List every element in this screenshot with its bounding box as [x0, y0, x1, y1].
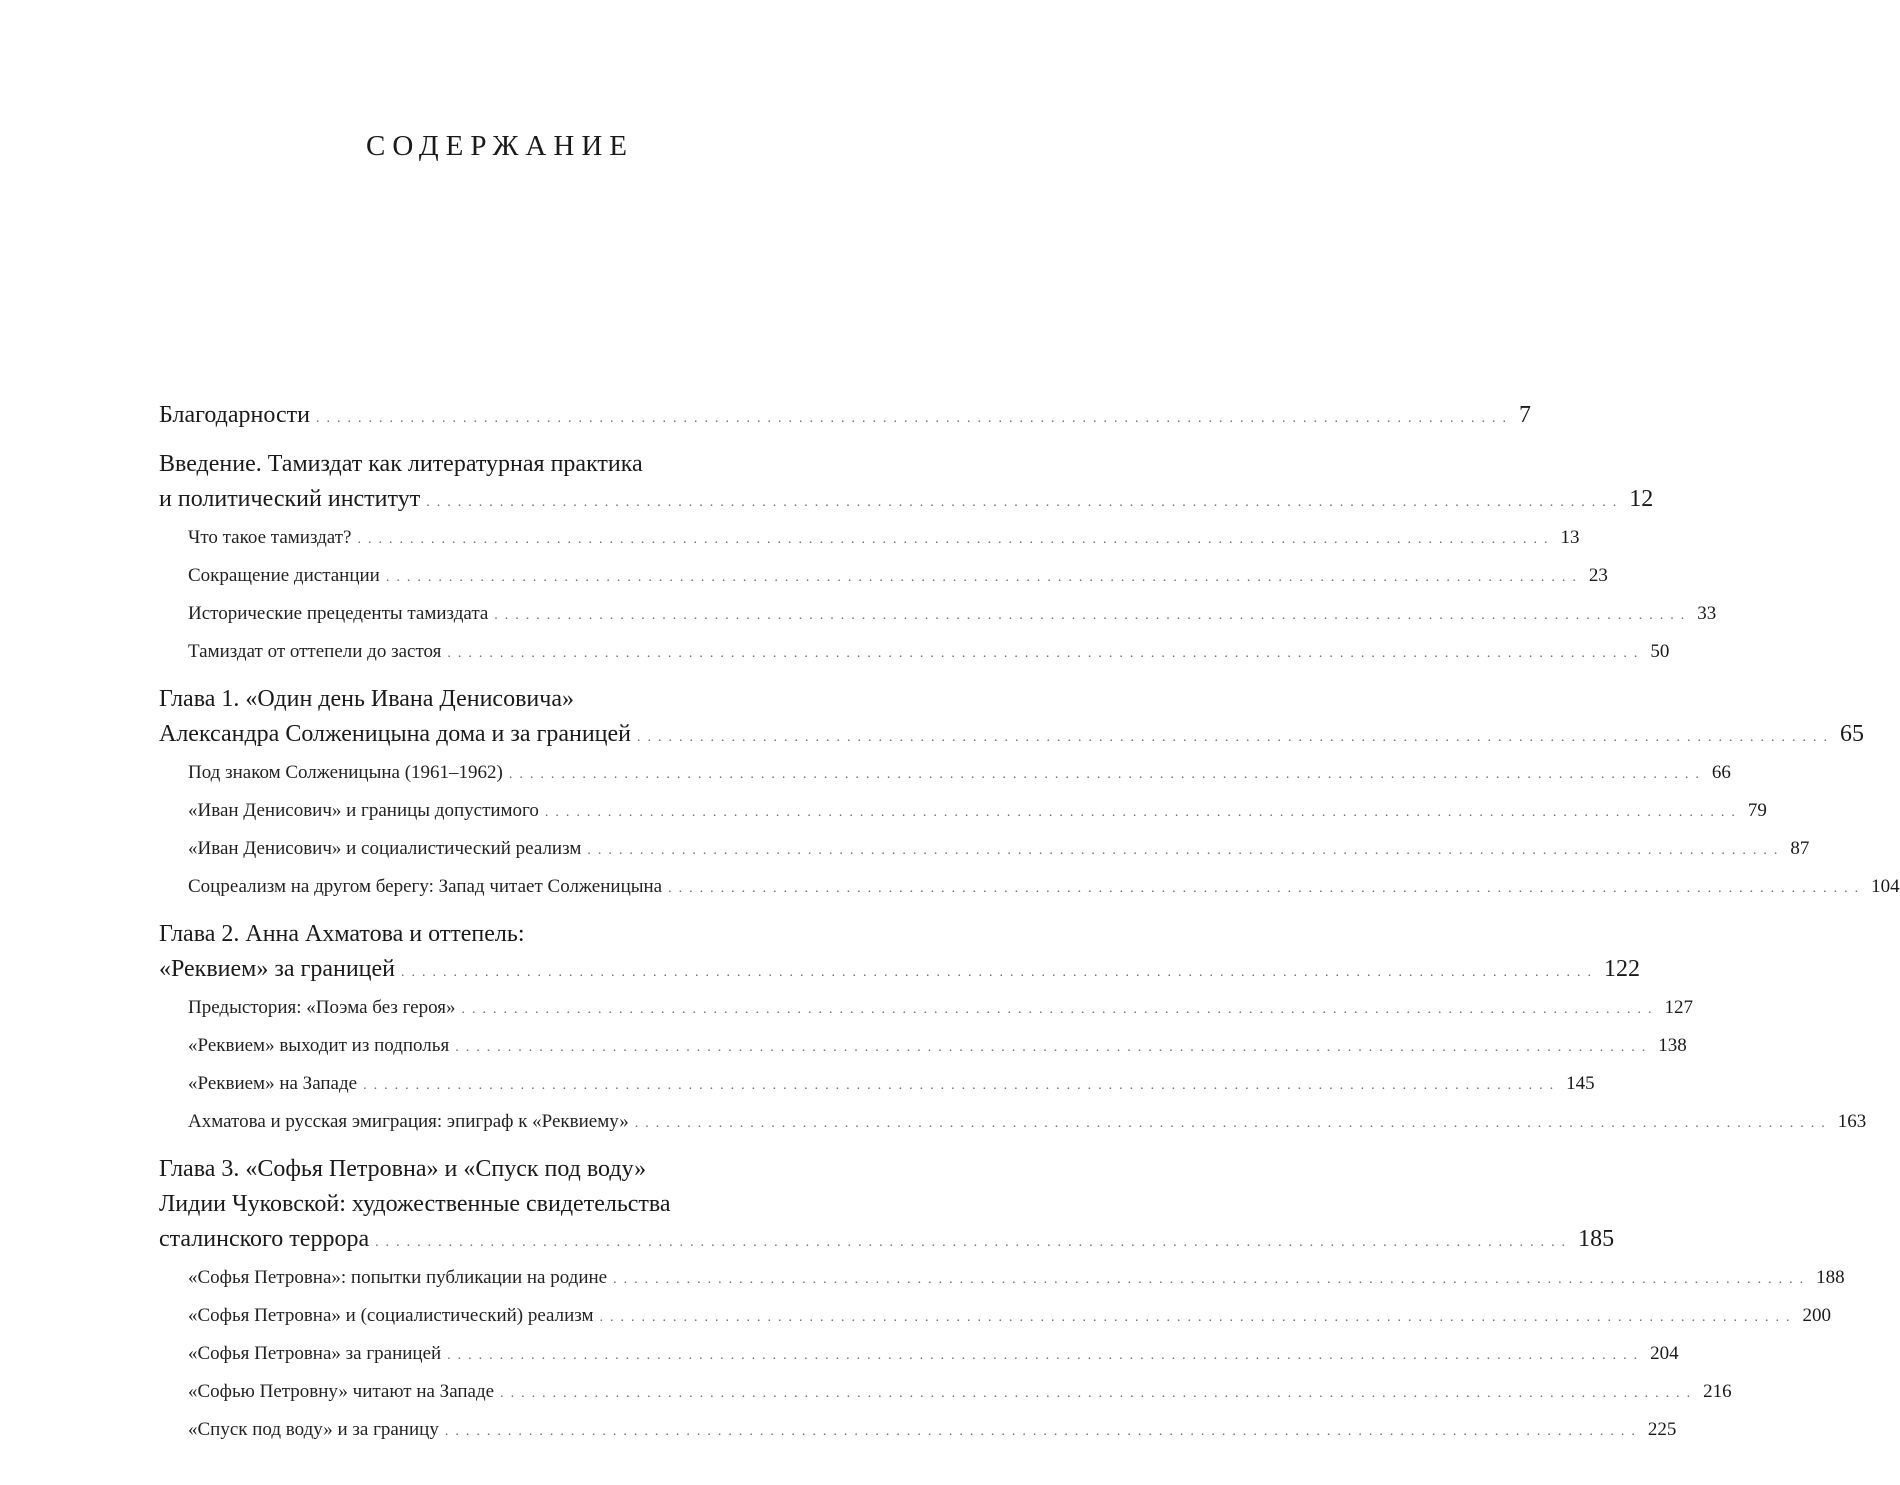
- toc-group-intro: [159, 447, 1717, 672]
- toc-subentry-title: «Софья Петровна» и (социалистический) реализм: [188, 1305, 594, 1326]
- toc-page-number: 185: [1578, 1226, 1615, 1252]
- toc-entry-chapter-1[interactable]: [159, 682, 1864, 755]
- toc-entry-title-line: Лидии Чуковской: художественные свидетельства: [159, 1191, 671, 1217]
- toc-page-number: 200: [1802, 1305, 1832, 1326]
- leader-dots: ..................................................................................................................: [461, 1002, 1659, 1017]
- toc-subentry-title: Исторические прецеденты тамиздата: [188, 603, 489, 624]
- toc-subentry[interactable]: [159, 596, 1717, 634]
- leader-dots: ..................................................................................................................: [315, 411, 1513, 426]
- toc-subentry-title: «Иван Денисович» и границы допустимого: [188, 800, 539, 821]
- leader-dots: ..................................................................................................................: [508, 767, 1706, 782]
- leader-dots: ..................................................................................................................: [634, 1116, 1832, 1131]
- toc-group-chapter-2: [159, 917, 1867, 1142]
- toc-page-number: 204: [1650, 1343, 1679, 1364]
- toc-page-number: 225: [1647, 1419, 1677, 1440]
- toc-group-chapter-1: [159, 682, 1900, 907]
- toc-subentry-title: «Софью Петровну» читают на Западе: [188, 1381, 495, 1402]
- toc-subentry-title: «Реквием» на Западе: [188, 1073, 358, 1094]
- toc-entry-title-line: «Реквием» за границей: [159, 956, 396, 982]
- toc-page-number: 188: [1816, 1267, 1845, 1288]
- toc-subentry[interactable]: [159, 1336, 1679, 1374]
- toc-page-number: 216: [1703, 1381, 1732, 1402]
- toc-subentry-title: «Спуск под воду» и за границу: [188, 1419, 439, 1440]
- page-title: СОДЕРЖАНИЕ: [366, 130, 634, 162]
- toc-entry-title-line: сталинского террора: [159, 1226, 370, 1252]
- toc-subentry-title: Предыстория: «Поэма без героя»: [188, 997, 456, 1018]
- leader-dots: ..................................................................................................................: [447, 1348, 1645, 1363]
- toc-subentry[interactable]: [159, 634, 1670, 672]
- toc-page-number: 13: [1560, 527, 1580, 548]
- toc-page-number: 122: [1604, 956, 1641, 982]
- toc-subentry[interactable]: [159, 1260, 1845, 1298]
- toc-entry-chapter-2[interactable]: [159, 917, 1641, 990]
- toc-page-number: 12: [1629, 486, 1654, 512]
- toc-subentry-title: «Софья Петровна»: попытки публикации на родине: [188, 1267, 608, 1288]
- toc-subentry[interactable]: [159, 1412, 1677, 1450]
- leader-dots: ..................................................................................................................: [375, 1235, 1573, 1250]
- leader-dots: ..................................................................................................................: [357, 532, 1555, 547]
- toc-page-number: 127: [1664, 997, 1693, 1018]
- toc-page-number: 79: [1747, 800, 1767, 821]
- toc-subentry[interactable]: [159, 755, 1731, 793]
- toc-page-number: 23: [1588, 565, 1608, 586]
- leader-dots: ..................................................................................................................: [494, 608, 1692, 623]
- toc-page-number: 145: [1566, 1073, 1595, 1094]
- toc-entry-title-line: Глава 2. Анна Ахматова и оттепель:: [159, 921, 525, 947]
- leader-dots: ..................................................................................................................: [587, 843, 1785, 858]
- toc-page-number: 65: [1840, 721, 1864, 747]
- toc-page-number: 87: [1790, 838, 1810, 859]
- toc-subentry-title: Что такое тамиздат?: [188, 527, 352, 548]
- toc-page-number: 33: [1697, 603, 1717, 624]
- toc-entry-title-line: Глава 3. «Софья Петровна» и «Спуск под воду»: [159, 1156, 647, 1182]
- toc-subentry[interactable]: [159, 869, 1900, 907]
- toc-entry-intro[interactable]: [159, 447, 1654, 520]
- table-of-contents: [159, 398, 1900, 1460]
- leader-dots: ..................................................................................................................: [500, 1386, 1698, 1401]
- toc-subentry[interactable]: [159, 1104, 1867, 1142]
- toc-page-number: 138: [1658, 1035, 1687, 1056]
- leader-dots: ..................................................................................................................: [401, 965, 1599, 980]
- toc-subentry[interactable]: [159, 1066, 1595, 1104]
- toc-subentry-title: Ахматова и русская эмиграция: эпиграф к «Реквиему»: [188, 1111, 629, 1132]
- toc-group-chapter-3: [159, 1152, 1845, 1450]
- toc-subentry[interactable]: [159, 793, 1767, 831]
- toc-subentry[interactable]: [159, 1298, 1832, 1336]
- toc-subentry[interactable]: [159, 520, 1580, 558]
- toc-subentry[interactable]: [159, 990, 1693, 1028]
- toc-page-number: 104: [1871, 876, 1900, 897]
- toc-page-number: 66: [1711, 762, 1731, 783]
- toc-subentry[interactable]: [159, 1374, 1732, 1412]
- toc-page-number: 50: [1650, 641, 1670, 662]
- leader-dots: ..................................................................................................................: [363, 1078, 1561, 1093]
- toc-entry-acknowledgements[interactable]: [159, 398, 1531, 436]
- leader-dots: ..................................................................................................................: [426, 495, 1624, 510]
- toc-entry-title-line: и политический институт: [159, 486, 421, 512]
- toc-subentry-title: «Реквием» выходит из подполья: [188, 1035, 450, 1056]
- toc-subentry[interactable]: [159, 1028, 1687, 1066]
- toc-entry-title: Благодарности: [159, 402, 310, 428]
- toc-entry-chapter-3[interactable]: [159, 1152, 1615, 1260]
- leader-dots: ..................................................................................................................: [455, 1040, 1653, 1055]
- leader-dots: ..................................................................................................................: [637, 730, 1834, 745]
- leader-dots: ..................................................................................................................: [613, 1272, 1811, 1287]
- toc-subentry-title: Сокращение дистанции: [188, 565, 380, 586]
- leader-dots: ..................................................................................................................: [599, 1310, 1797, 1325]
- toc-entry-title-line: Александра Солженицына дома и за границей: [159, 721, 631, 747]
- toc-subentry-title: Соцреализм на другом берегу: Запад читает Солженицына: [188, 876, 663, 897]
- toc-page-number: 7: [1518, 402, 1531, 428]
- leader-dots: ..................................................................................................................: [444, 1424, 1642, 1439]
- toc-subentry[interactable]: [159, 831, 1810, 869]
- toc-subentry[interactable]: [159, 558, 1608, 596]
- leader-dots: ..................................................................................................................: [385, 570, 1583, 585]
- toc-subentry-title: Под знаком Солженицына (1961–1962): [188, 762, 503, 783]
- toc-entry-title-line: Глава 1. «Один день Ивана Денисовича»: [159, 686, 574, 712]
- toc-subentry-title: «Софья Петровна» за границей: [188, 1343, 442, 1364]
- toc-subentry-title: Тамиздат от оттепели до застоя: [188, 641, 442, 662]
- toc-page-number: 163: [1837, 1111, 1867, 1132]
- leader-dots: ..................................................................................................................: [668, 881, 1866, 896]
- toc-subentry-title: «Иван Денисович» и социалистический реализм: [188, 838, 582, 859]
- leader-dots: ..................................................................................................................: [447, 646, 1645, 661]
- toc-entry-title-line: Введение. Тамиздат как литературная практика: [159, 451, 643, 477]
- leader-dots: ..................................................................................................................: [544, 805, 1742, 820]
